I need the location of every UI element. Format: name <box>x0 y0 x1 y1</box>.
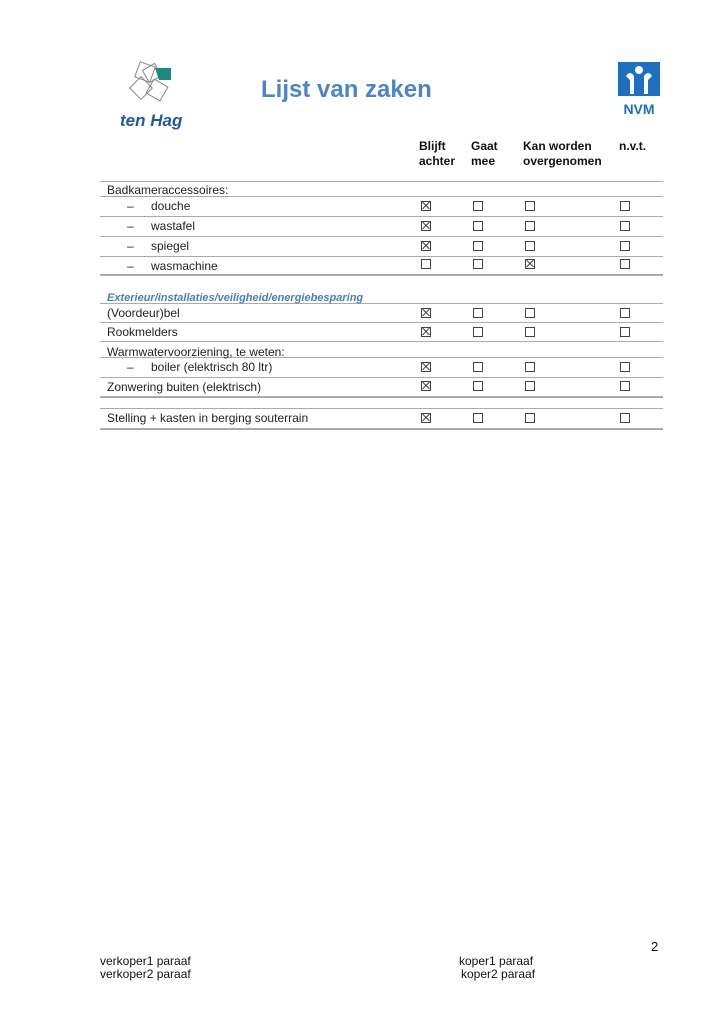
row-divider <box>100 274 663 276</box>
column-header-gaat-mee: Gaat mee <box>471 139 498 168</box>
checkbox-unchecked[interactable] <box>473 362 483 372</box>
item-label: (Voordeur)bel <box>107 306 180 320</box>
checkbox-unchecked[interactable] <box>620 362 630 372</box>
item-label: douche <box>151 199 191 213</box>
checkbox-unchecked[interactable] <box>473 221 483 231</box>
row-divider <box>100 408 663 409</box>
checkbox-checked[interactable] <box>421 362 431 372</box>
checkbox-unchecked[interactable] <box>620 221 630 231</box>
checkbox-unchecked[interactable] <box>620 327 630 337</box>
column-header-kan-worden-overgenomen: Kan worden overgenomen <box>523 139 602 168</box>
section-heading: Exterieur/installaties/veiligheid/energiebesparing <box>107 292 364 304</box>
item-label: Rookmelders <box>107 325 178 339</box>
checkbox-unchecked[interactable] <box>525 241 535 251</box>
checkbox-checked[interactable] <box>421 201 431 211</box>
ten-hag-logo <box>115 58 195 128</box>
seller1-initials: verkoper1 paraaf <box>100 954 191 968</box>
item-label: Zonwering buiten (elektrisch) <box>107 380 262 394</box>
bullet-dash: – <box>127 219 134 233</box>
checkbox-unchecked[interactable] <box>525 201 535 211</box>
checkbox-unchecked[interactable] <box>525 413 535 423</box>
item-label: wastafel <box>151 219 196 233</box>
checkbox-unchecked[interactable] <box>473 308 483 318</box>
buyer2-initials: koper2 paraaf <box>461 967 536 981</box>
buyer1-initials: koper1 paraaf <box>459 954 534 968</box>
checkbox-unchecked[interactable] <box>525 381 535 391</box>
checkbox-checked[interactable] <box>421 221 431 231</box>
bullet-dash: – <box>127 239 134 253</box>
checkbox-unchecked[interactable] <box>620 259 630 269</box>
nvm-house-icon <box>618 62 660 96</box>
item-label: boiler (elektrisch 80 ltr) <box>151 360 273 374</box>
checkbox-unchecked[interactable] <box>620 413 630 423</box>
checkbox-checked[interactable] <box>421 241 431 251</box>
row-divider <box>100 181 663 182</box>
checkbox-unchecked[interactable] <box>620 308 630 318</box>
item-label: spiegel <box>151 239 190 253</box>
item-label: Warmwatervoorziening, te weten: <box>107 345 285 359</box>
checkbox-unchecked[interactable] <box>620 241 630 251</box>
row-divider <box>100 341 663 342</box>
row-divider <box>100 216 663 217</box>
checkbox-unchecked[interactable] <box>473 413 483 423</box>
pinwheel-logo-icon <box>115 58 195 106</box>
page-number: 2 <box>651 939 659 954</box>
item-label: wasmachine <box>151 259 218 273</box>
bullet-dash: – <box>127 199 134 213</box>
row-divider <box>100 428 663 430</box>
checkbox-unchecked[interactable] <box>525 221 535 231</box>
checkbox-unchecked[interactable] <box>473 381 483 391</box>
seller2-initials: verkoper2 paraaf <box>100 967 191 981</box>
checkbox-checked[interactable] <box>421 381 431 391</box>
row-divider <box>100 377 663 378</box>
checkbox-checked[interactable] <box>525 259 535 269</box>
bullet-dash: – <box>127 259 134 273</box>
checkbox-checked[interactable] <box>421 413 431 423</box>
checkbox-unchecked[interactable] <box>525 327 535 337</box>
checkbox-unchecked[interactable] <box>473 241 483 251</box>
row-divider <box>100 256 663 257</box>
nvm-logo <box>618 62 660 117</box>
checkbox-unchecked[interactable] <box>473 201 483 211</box>
checkbox-checked[interactable] <box>421 308 431 318</box>
row-divider <box>100 322 663 323</box>
bullet-dash: – <box>127 360 134 374</box>
nvm-logo-text: NVM <box>623 101 655 117</box>
row-divider <box>100 396 663 398</box>
checkbox-unchecked[interactable] <box>473 327 483 337</box>
checkbox-checked[interactable] <box>421 327 431 337</box>
checkbox-unchecked[interactable] <box>620 381 630 391</box>
checkbox-unchecked[interactable] <box>525 308 535 318</box>
column-header-blijft-achter: Blijft achter <box>419 139 456 168</box>
checkbox-unchecked[interactable] <box>525 362 535 372</box>
item-label: Badkameraccessoires: <box>107 183 229 197</box>
column-header-nvt: n.v.t. <box>619 139 647 153</box>
checkbox-unchecked[interactable] <box>620 201 630 211</box>
item-label: Stelling + kasten in berging souterrain <box>107 411 309 425</box>
page-title: Lijst van zaken <box>261 76 432 103</box>
row-divider <box>100 236 663 237</box>
checkbox-unchecked[interactable] <box>473 259 483 269</box>
ten-hag-logo-text: ten Hag <box>120 111 183 130</box>
checkbox-unchecked[interactable] <box>421 259 431 269</box>
